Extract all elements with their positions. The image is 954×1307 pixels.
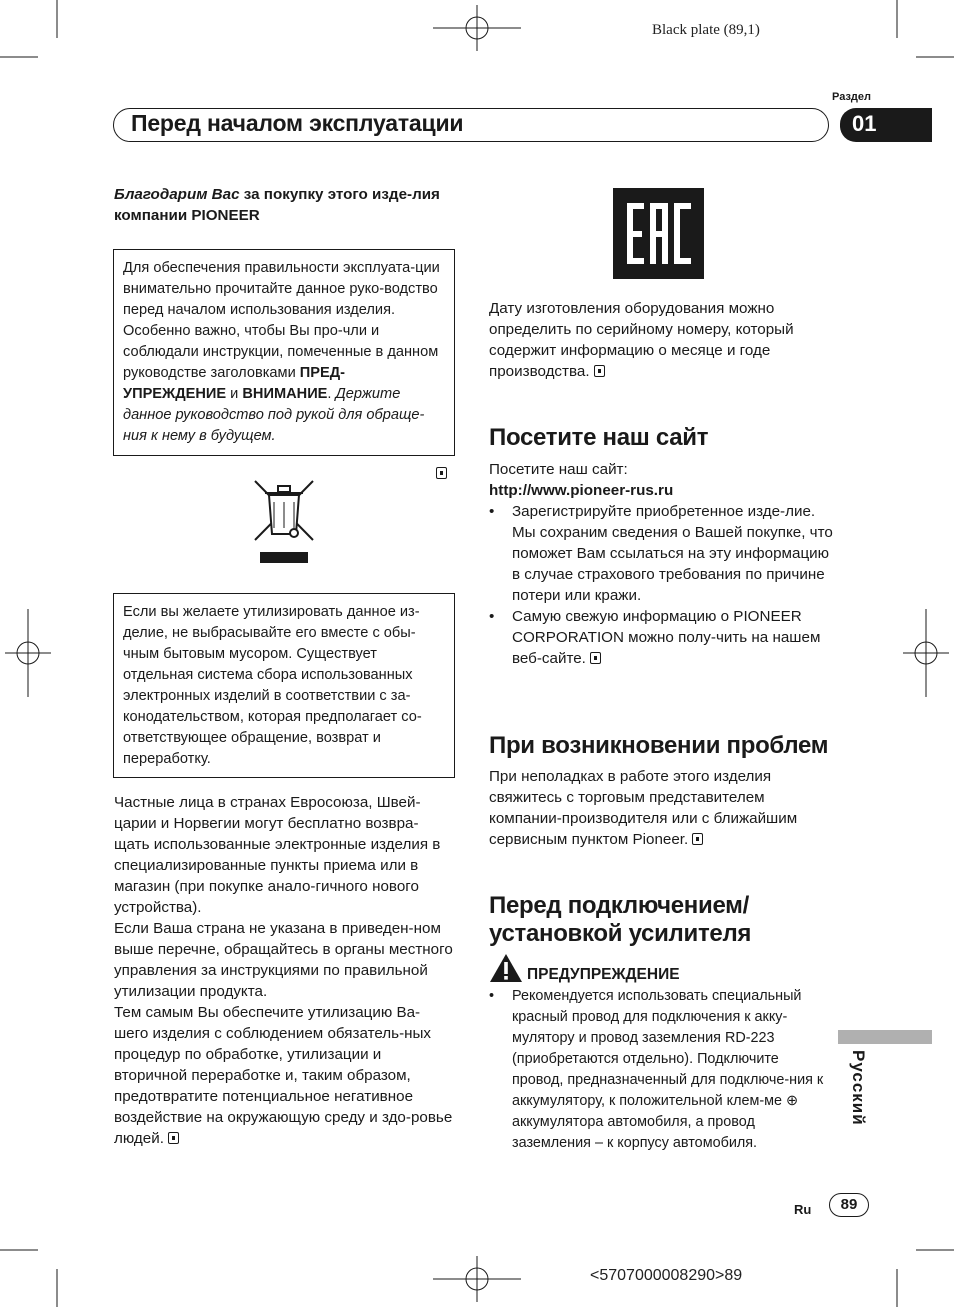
list-item: • Зарегистрируйте приобретенное изде-лие. Мы сохраним сведения о Вашей покупке, что поможет Вам ссылаться на эту информацию в случае страхового требования по причине потери или кражи. xyxy=(489,501,834,606)
paragraph: Тем самым Вы обеспечите утилизацию Ва-шего изделия с соблюдением обязатель-ных процедур по обработке, утилизации и вторичной переработке и, таким образом, предотвратите потенциальное негативное воздействие на окружающую среду и здо-ровье людей. xyxy=(114,1004,453,1147)
section-label: Раздел xyxy=(832,91,871,103)
end-mark-icon xyxy=(590,652,601,664)
notice-box-manual: Для обеспечения правильности эксплуата-ции внимательно прочитайте данное руко-водство перед началом использования изделия. Особенно важно, чтобы Вы про-чли и соблюдали инструкции, помеченные в данном руководстве заголовками ПРЕД-УПРЕЖДЕНИЕ и ВНИМАНИЕ. Держите данное руководство под рукой для обраще-ния к нему в будущем. xyxy=(113,249,455,456)
language-tab xyxy=(838,1030,932,1044)
end-mark-icon xyxy=(168,1132,179,1144)
list-item: • Рекомендуется использовать специальный красный провод для подключения к акку-мулятору и провод заземления RD-223 (приобретаются отдельно). Подключите провод, предназначенный для подключе-ния к аккумулятору, к положительной клем-ме ⊕ аккумулятора автомобиля, а провод заземления – к корпусу автомобиля. xyxy=(489,986,834,1154)
section-heading-site: Посетите наш сайт xyxy=(489,424,709,451)
site-bullets xyxy=(489,501,834,669)
site-section: Посетите наш сайт: http://www.pioneer-rus.ru • Зарегистрируйте приобретенное изде-лие. Мы сохраним сведения о Вашей покупке, что поможет Вам ссылаться на эту информацию в случае страхового требования по причине потери или кражи. • Самую свежую информацию о PIONEER CORPORATION можно полу-чить на нашем веб-сайте. xyxy=(489,459,834,669)
page-title: Перед началом эксплуатации xyxy=(131,110,464,136)
plate-label: Black plate (89,1) xyxy=(652,22,760,38)
amp-warning xyxy=(489,986,834,1154)
warning-label: ПРЕДУПРЕЖДЕНИЕ xyxy=(527,966,680,983)
section-heading-amplifier: Перед подключением/ установкой усилителя xyxy=(489,892,752,947)
problems-text: При неполадках в работе этого изделия свяжитесь с торговым представителем компании-производителя или с ближайшим сервисным пунктом Pioneer. xyxy=(489,768,798,848)
intro-rest: за покупку этого изде-лия компании PIONEER xyxy=(114,186,440,224)
eac-logo-icon xyxy=(613,188,704,279)
disposal-details xyxy=(114,792,454,1149)
paragraph: Если Ваша страна не указана в приведен-ном выше перечне, обращайтесь в органы местного управления за инструкциями по правильной утилизации продукта. xyxy=(114,920,453,1000)
barcode-text: <5707000008290>89 xyxy=(590,1267,743,1284)
section-heading-problems: При возникновении проблем xyxy=(489,732,829,759)
warning-term: ПРЕД-УПРЕЖДЕНИЕ xyxy=(123,365,345,402)
caution-term: ВНИМАНИЕ xyxy=(242,386,328,402)
end-mark-icon xyxy=(692,833,703,845)
language-code: Ru xyxy=(794,1202,812,1217)
intro-thanks: Благодарим Вас xyxy=(114,186,240,203)
end-mark-icon xyxy=(594,365,605,377)
intro-text xyxy=(114,184,449,226)
page-number: 89 xyxy=(829,1193,869,1217)
section-number: 01 xyxy=(840,108,932,142)
notice-box-disposal: Если вы желаете утилизировать данное из-делие, не выбрасывайте его вместе с обы-чным бытовым мусором. Существует отдельная система сбора использованных электронных изделий в соответствии с за-конодательством, которая предполагает со-ответствующее обращение, возврат и переработку. xyxy=(113,593,455,778)
language-label: Русский xyxy=(849,1050,868,1126)
manufacture-date-text: Дату изготовления оборудования можно определить по серийному номеру, который содержит информацию о месяце и годе производства. xyxy=(489,300,794,380)
warning-triangle-icon xyxy=(489,953,523,983)
site-url-link[interactable]: http://www.pioneer-rus.ru xyxy=(489,482,674,499)
eac-logo xyxy=(613,188,704,279)
end-mark-icon xyxy=(436,467,447,479)
weee-bin-icon xyxy=(252,478,316,568)
list-item: • Самую свежую информацию о PIONEER CORPORATION можно полу-чить на нашем веб-сайте. xyxy=(489,606,834,669)
paragraph: Частные лица в странах Евросоюза, Швей-царии и Норвегии могут бесплатно возвра-щать использованные электронные изделия в специализированные пункты приема или в магазин (при покупке анало-гичного нового устройства). xyxy=(114,794,441,916)
